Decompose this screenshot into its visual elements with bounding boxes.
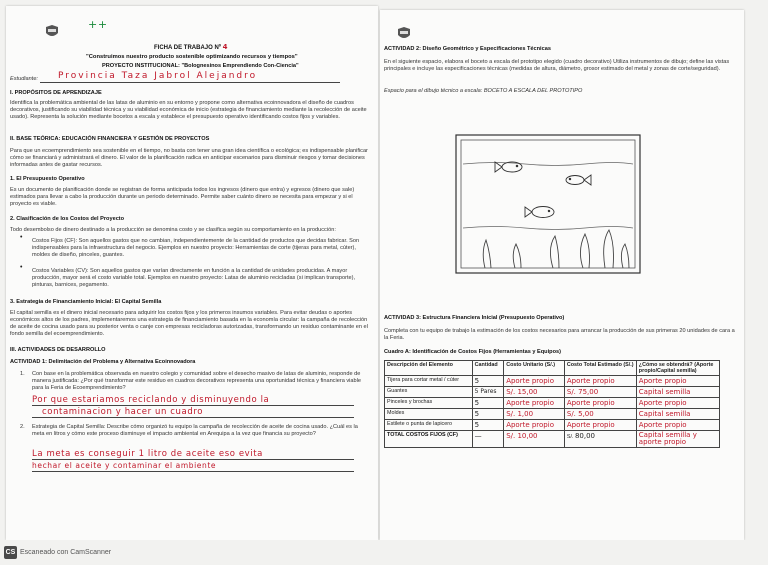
total-cost-value: 80,00 [574,432,596,440]
fixed-costs-table-title: Cuadro A: Identificación de Costos Fijos (Herramientas y Equipos) [384,349,561,355]
column-header: ¿Cómo se obtendrá? (Aporte propio/Capital semilla) [636,361,719,376]
variable-costs-bullet: Costos Variables (CV): Son aquellos gastos que varían directamente en función a la cantidad de unidades producidas. A mayor producción, mayor será el costo variable total. Ejemplos en nuestro proyecto: Latas de aluminio recicladas (si implican transporte), pinturas, barnices, pegamento. [32,268,356,288]
camscanner-logo-icon: CS [4,546,17,559]
answer-line [32,459,354,460]
seaweed-icon [483,230,629,268]
item-description: Moldes [385,409,473,420]
school-crest-icon [396,26,412,42]
table-row [385,376,720,387]
answer-1-line-1: Por que estariamos reciclando y disminuyendo la [32,395,270,405]
student-name: Provincia Taza Jabrol Alejandro [58,71,258,81]
table-row [385,420,720,431]
item-unit-cost: S/. 15,00 [504,387,565,398]
total-quantity: — [472,431,504,448]
item-total-cost: S/. 75,00 [564,387,636,398]
table-header-row [385,361,720,376]
frame-inner-border [461,140,635,268]
activity-3-text: Completa con tu equipo de trabajo la estimación de los costos necesarios para arrancar la producción de sus primeras 20 unidades de cara a la Feria. [384,328,735,341]
section-theory-text: Para que un ecoemprendimiento sea sostenible en el tiempo, no basta con tener una gran idea científica o ecológica; es indispensable planificar cómo se financiará y administrará el dinero. El valor de la planificación radica en anticipar escenarios para disminuir riesgos y tomar decisiones informadas antes de gastar recursos. [10,148,368,168]
column-header: Costo Total Estimado (S/.) [564,361,636,376]
section-purposes-title: I. PROPÓSITOS DE APRENDIZAJE [10,90,102,96]
answer-2-line-2: hechar el aceite y contaminar el ambiente [32,461,217,470]
item-description: Tijera para cortar metal / cúter [385,376,473,387]
worksheet-title: FICHA DE TRABAJO Nº 4 [154,43,229,51]
item-unit-cost: Aporte propio [504,420,565,431]
total-label: TOTAL COSTOS FIJOS (CF) [385,431,473,448]
item-funding-source: Aporte propio [636,376,719,387]
seabed-line [463,227,633,230]
school-crest-icon [44,24,60,40]
fish-icon [525,207,554,218]
student-underline [40,82,340,83]
item-total-cost: Aporte propio [564,376,636,387]
question-2-text: Estrategia de Capital Semilla: Describe cómo organizó tu equipo la campaña de recolección de aceite de cocina usado. ¿Cuál es la meta en litros y cómo este proceso disminuye el impacto ambiental en Arequipa a la vez que financia su proyecto? [32,424,358,437]
fixed-costs-table [384,360,720,448]
fixed-costs-bullet: Costos Fijos (CF): Son aquellos gastos que no cambian, independientemente de la cantidad de productos que decidas fabricar. Son indispensables para la infraestructura del negocio. Ejemplos en nuestro proyecto: Herramientas de corte (tijeras para metal, cúter), moldes de diseño, pinceles, guantes. [32,238,360,258]
left-worksheet-page [6,6,378,540]
answer-2-line-1: La meta es conseguir 1 litro de aceite eso evita [32,449,263,459]
seed-capital-text: El capital semilla es el dinero inicial necesario para adquirir los costos fijos y los primeros insumos variables. Para evitar deudas o aportes económicos altos de los padres, implementaremos una estrategia de financiamiento basada en la economía circular: la campaña de recolección de aceite de cocina usado para su posterior venta o canje con empresas recicladoras autorizadas, transformando un residuo contaminante en el fondo semilla del ecoemprendimiento. [10,310,368,337]
table-row [385,409,720,420]
item-unit-cost: Aporte propio [504,398,565,409]
section-theory-title: II. BASE TEÓRICA: EDUCACIÓN FINANCIERA Y GESTIÓN DE PROYECTOS [10,136,210,142]
right-worksheet-page [380,10,744,540]
item-quantity: 5 Pares [472,387,504,398]
total-currency: S/. [566,434,574,440]
column-header: Costo Unitario (S/.) [504,361,565,376]
cost-classification-heading: 2. Clasificación de los Costos del Proyecto [10,216,125,222]
bullet-dot: • [20,264,23,271]
total-unit-cost: S/. 10,00 [504,431,565,448]
item-quantity: 5 [472,420,504,431]
item-funding-source: Aporte propio [636,420,719,431]
item-total-cost: S/. 5,00 [564,409,636,420]
question-1-number: 1. [20,371,25,377]
worksheet-motto: "Construimos nuestro producto sostenible optimizando recursos y tiempos" [86,54,298,60]
item-total-cost: Aporte propio [564,420,636,431]
question-1-text: Con base en la problemática observada en nuestro colegio y comunidad sobre el desecho masivo de latas de aluminio, responde de manera justificada: ¿Por qué transformar este residuo en cuadros decorativos representa una oportunidad técnica y financiera viable para la Feria de Ecoemprendimiento? [32,371,361,391]
item-description: Pinceles y brochas [385,398,473,409]
item-quantity: 5 [472,398,504,409]
question-2-number: 2. [20,424,25,430]
item-quantity: 5 [472,376,504,387]
table-row [385,398,720,409]
activities-heading: III. ACTIVIDADES DE DESARROLLO [10,347,106,353]
answer-line [32,405,354,406]
student-label: Estudiante: [10,76,38,82]
budget-heading: 1. El Presupuesto Operativo [10,176,85,182]
item-funding-source: Capital semilla [636,387,719,398]
sketch-caption: Espacio para el dibujo técnico a escala: BOCETO A ESCALA DEL PROTOTIPO [384,88,583,94]
answer-line [32,471,354,472]
scanner-footer [0,540,768,565]
table-row [385,387,720,398]
activity-2-title: ACTIVIDAD 2: Diseño Geométrico y Especificaciones Técnicas [384,46,551,52]
column-header: Descripción del Elemento [385,361,473,376]
project-name: PROYECTO INSTITUCIONAL: "Bolognesinos Emprendiendo Con-Ciencia" [102,63,299,69]
total-cost-cell [564,431,636,448]
item-quantity: 5 [472,409,504,420]
fish-icon [566,175,591,185]
activity-3-title: ACTIVIDAD 3: Estructura Financiera Inicial (Presupuesto Operativo) [384,315,565,321]
bullet-dot: • [20,234,23,241]
section-purposes-text: Identifica la problemática ambiental de las latas de aluminio en su entorno y propone como alternativa ecoinnovadora el diseño de cuadros decorativos, justificando su viabilidad técnica y su viabilidad económica de inicio (estrategia de financiamiento mediante la recolección de aceite usado). Representa la solución mediante bocetos a escala y establece el presupuesto operativo identificando costos fijos y variables. [10,100,367,120]
budget-text: Es un documento de planificación donde se registran de forma anticipada todos los ingresos (dinero que entra) y egresos (dinero que sale) estimados para llevar a cabo la producción durante un periodo determinado. Permite saber cuánto dinero se necesita para empezar y si el proyecto es viable. [10,187,355,207]
item-description: Estilete o punta de lapicero [385,420,473,431]
handwritten-doodle: ++ [88,18,108,31]
water-line [463,163,633,166]
activity-1-title: ACTIVIDAD 1: Delimitación del Problema y Alternativa Ecoinnovadora [10,359,196,365]
activity-2-text: En el siguiente espacio, elabora el boceto a escala del prototipo elegido (cuadro decorativo) Utiliza instrumentos de dibujo; define las vistas principales e incluye las especificaciones técnicas (medidas de altura, diámetro, grosor estimado del metal y zonas de corte/seguridad). [384,59,730,72]
answer-1-line-2: contaminacion y hacer un cuadro [42,407,204,417]
answer-line [32,417,354,418]
item-total-cost: Aporte propio [564,398,636,409]
item-funding-source: Aporte propio [636,398,719,409]
column-header: Cantidad [472,361,504,376]
item-unit-cost: Aporte propio [504,376,565,387]
prototype-sketch-drawing [455,134,641,274]
cost-classification-text: Todo desembolso de dinero destinado a la producción se denomina costo y se clasifica según su comportamiento en la producción: [10,227,336,233]
item-unit-cost: S/. 1,00 [504,409,565,420]
table-total-row [385,431,720,448]
seed-capital-heading: 3. Estrategia de Financiamiento Inicial: El Capital Semilla [10,299,162,305]
item-funding-source: Capital semilla [636,409,719,420]
total-funding-source: Capital semilla y aporte propio [636,431,719,448]
item-description: Guantes [385,387,473,398]
scanner-watermark: Escaneado con CamScanner [20,549,112,556]
